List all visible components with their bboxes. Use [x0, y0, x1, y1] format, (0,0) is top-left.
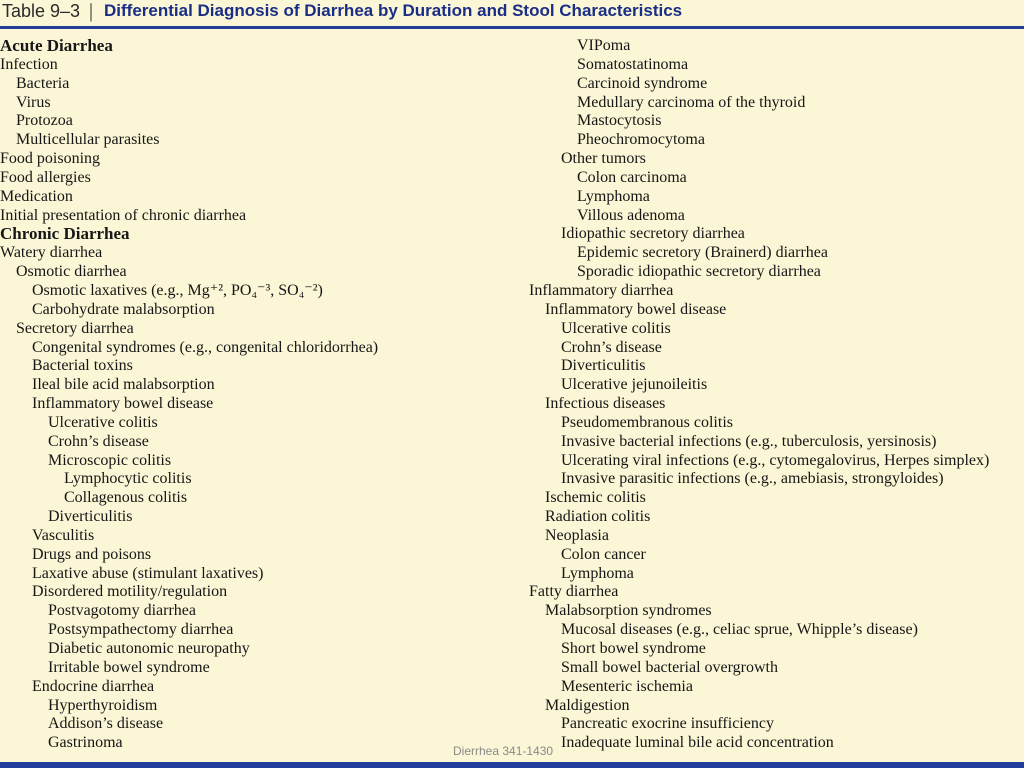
list-item: VIPoma [577, 37, 631, 54]
list-item: Inflammatory bowel disease [545, 300, 727, 318]
list-item: Endocrine diarrhea [32, 677, 155, 695]
section-heading: Acute Diarrhea [0, 36, 113, 55]
list-item: Crohn’s disease [48, 432, 149, 450]
list-item: Ulcerative jejunoileitis [561, 376, 708, 394]
list-item: Ischemic colitis [545, 489, 646, 507]
footer-caption: Dierrhea 341-1430 [453, 744, 554, 758]
list-item: Food allergies [0, 168, 91, 186]
list-item: Virus [16, 93, 51, 111]
list-item: Diabetic autonomic neuropathy [48, 640, 250, 657]
list-item: Mucosal diseases (e.g., celiac sprue, Whipple’s disease) [561, 621, 918, 639]
list-item: Diverticulitis [48, 508, 133, 526]
list-item: Colon carcinoma [577, 168, 687, 186]
list-item: Collagenous colitis [64, 489, 188, 507]
list-item: Colon cancer [561, 545, 646, 563]
list-item: Initial presentation of chronic diarrhea [0, 206, 247, 224]
list-item: Pheochromocytoma [577, 131, 705, 149]
title-rule [0, 26, 1024, 29]
list-item: Mesenteric ischemia [561, 677, 693, 695]
list-item: Mastocytosis [577, 112, 662, 130]
list-item: Addison’s disease [48, 715, 164, 733]
list-item: Drugs and poisons [32, 545, 152, 563]
list-item: Somatostatinoma [577, 55, 689, 73]
list-item: Irritable bowel syndrome [48, 658, 210, 676]
list-item: Pancreatic exocrine insufficiency [561, 715, 774, 733]
list-item: Watery diarrhea [0, 244, 103, 262]
list-item: Carcinoid syndrome [577, 74, 708, 92]
list-item: Inadequate luminal bile acid concentration [561, 734, 834, 752]
list-item: Short bowel syndrome [561, 640, 706, 657]
list-item: Microscopic colitis [48, 451, 172, 469]
list-item: Inflammatory bowel disease [32, 395, 214, 413]
list-item: Bacterial toxins [32, 357, 133, 375]
list-item: Lymphoma [561, 564, 634, 582]
list-item: Laxative abuse (stimulant laxatives) [32, 564, 264, 582]
list-item: Lymphocytic colitis [64, 470, 192, 488]
table-title: Differential Diagnosis of Diarrhea by Duration and Stool Characteristics [104, 1, 683, 20]
bottom-rule [0, 762, 1024, 768]
right-column [529, 37, 1024, 753]
list-item: Postsympathectomy diarrhea [48, 621, 234, 639]
list-item: Neoplasia [545, 526, 609, 544]
title-separator: | [89, 0, 94, 22]
list-item: Pseudomembranous colitis [561, 413, 733, 431]
list-item: Lymphoma [577, 187, 650, 205]
list-item: Invasive parasitic infections (e.g., amebiasis, strongyloides) [561, 470, 944, 488]
list-item: Gastrinoma [48, 734, 123, 752]
list-item: Invasive bacterial infections (e.g., tuberculosis, yersinosis) [561, 432, 937, 450]
list-item: Carbohydrate malabsorption [32, 300, 215, 318]
list-item: Idiopathic secretory diarrhea [561, 225, 745, 243]
list-item: Protozoa [16, 112, 73, 130]
list-item: Infection [0, 55, 58, 73]
list-item: Osmotic laxatives (e.g., Mg⁺², PO₄⁻³, SO₄⁻²) [32, 281, 323, 299]
list-item: Ulcerating viral infections (e.g., cytomegalovirus, Herpes simplex) [561, 451, 990, 469]
list-item: Bacteria [16, 74, 70, 92]
list-item: Secretory diarrhea [16, 319, 134, 337]
list-item: Ileal bile acid malabsorption [32, 376, 215, 394]
section-heading: Chronic Diarrhea [0, 224, 130, 244]
list-item: Villous adenoma [577, 206, 685, 224]
list-item: Infectious diseases [545, 395, 666, 413]
list-item: Radiation colitis [545, 508, 651, 526]
list-item: Postvagotomy diarrhea [48, 602, 196, 620]
table-number: Table 9–3 [2, 1, 81, 21]
list-item: Vasculitis [32, 526, 95, 544]
list-item: Osmotic diarrhea [16, 263, 127, 281]
list-item: Ulcerative colitis [561, 319, 671, 337]
list-item: Crohn’s disease [561, 338, 662, 356]
list-item: Fatty diarrhea [529, 583, 619, 601]
list-item: Diverticulitis [561, 357, 646, 375]
list-item: Hyperthyroidism [48, 696, 158, 714]
list-item: Sporadic idiopathic secretory diarrhea [577, 263, 821, 281]
list-item: Medullary carcinoma of the thyroid [577, 93, 806, 111]
list-item: Small bowel bacterial overgrowth [561, 658, 778, 676]
list-item: Disordered motility/regulation [32, 583, 228, 601]
list-item: Epidemic secretory (Brainerd) diarrhea [577, 244, 828, 262]
list-item: Food poisoning [0, 150, 101, 168]
left-column [0, 37, 520, 753]
list-item: Malabsorption syndromes [545, 602, 712, 620]
list-item: Medication [0, 187, 73, 205]
list-item: Congenital syndromes (e.g., congenital chloridorrhea) [32, 338, 379, 356]
list-item: Other tumors [561, 150, 646, 168]
list-item: Inflammatory diarrhea [529, 281, 674, 299]
list-item: Ulcerative colitis [48, 413, 158, 431]
list-item: Maldigestion [545, 696, 630, 714]
table-title-bar [0, 0, 1024, 25]
list-item: Multicellular parasites [16, 131, 160, 149]
